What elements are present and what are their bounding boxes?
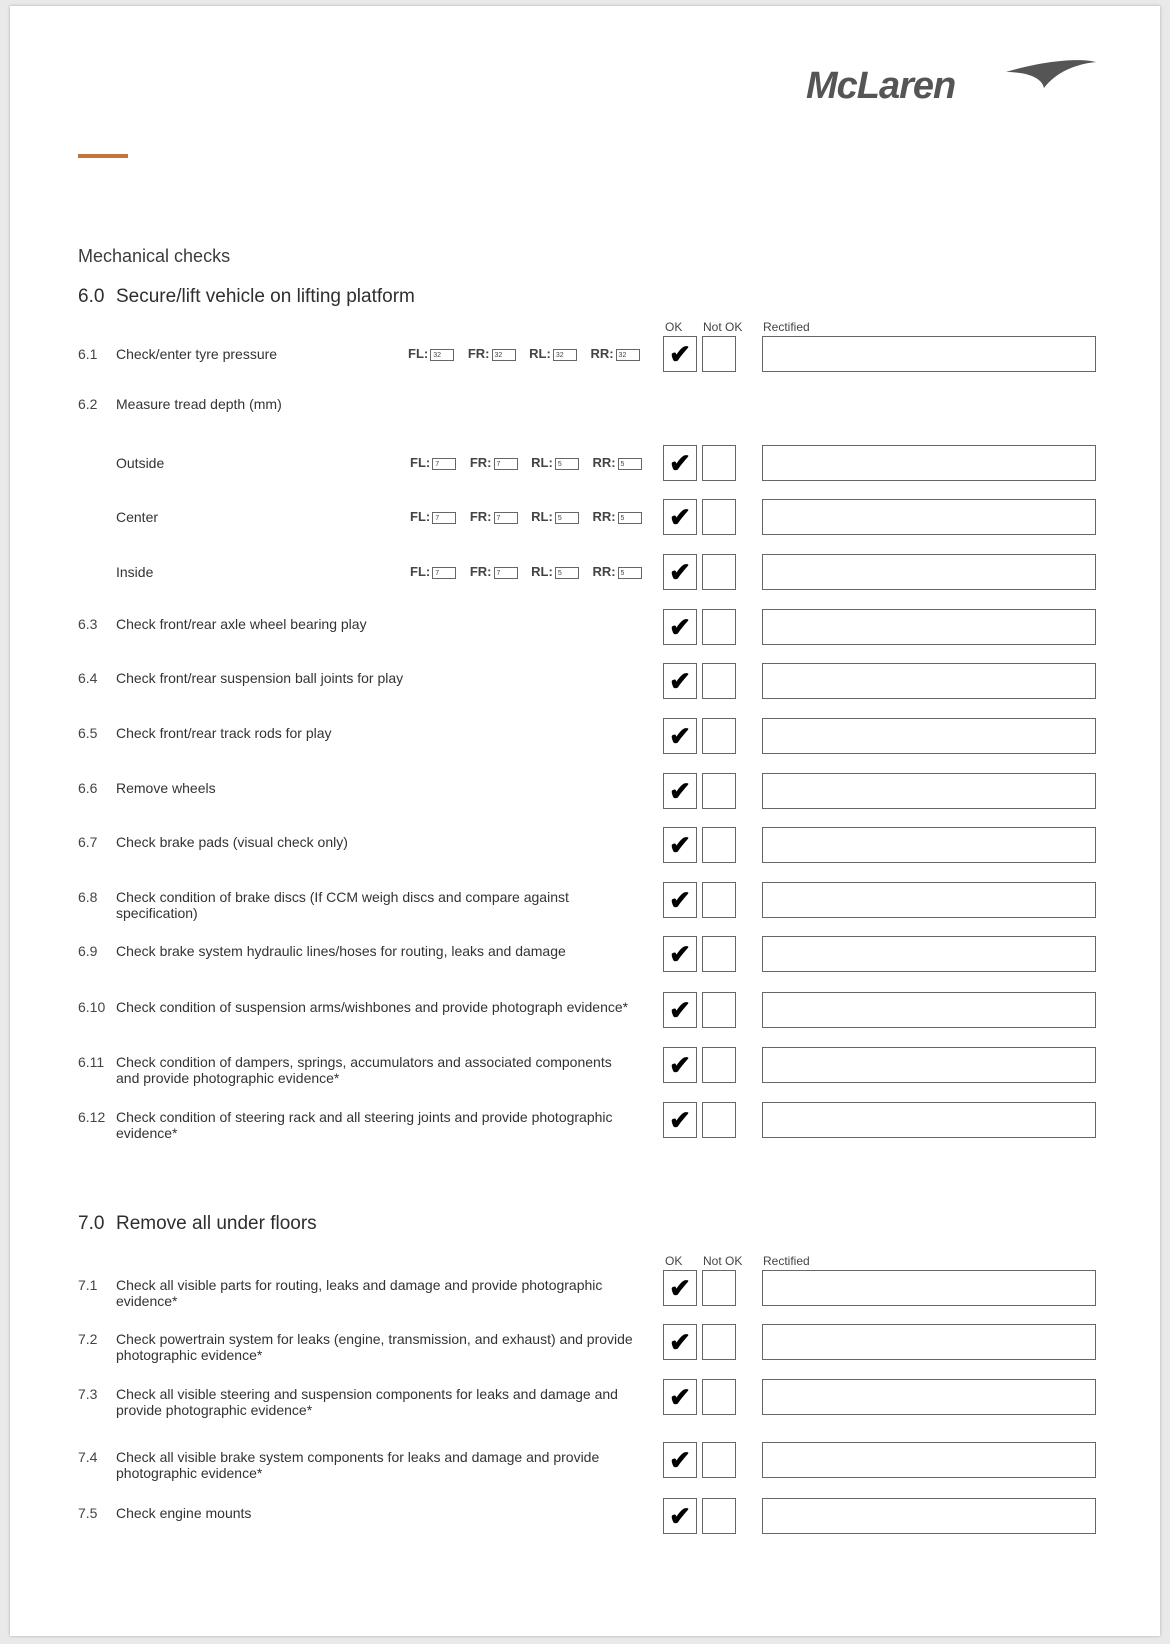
rr-label: RR: [590, 346, 614, 361]
col-notok-header: Not OK [703, 320, 743, 334]
item-number: 6.7 [78, 834, 98, 850]
mclaren-logo [806, 58, 1096, 106]
not-ok-checkbox[interactable] [702, 499, 736, 535]
item-number: 6.11 [78, 1054, 105, 1070]
check-row-6-6 [10, 773, 1160, 809]
ok-checkbox[interactable]: ✔ [663, 336, 697, 372]
rr-tread-field[interactable]: 5 [618, 567, 642, 579]
not-ok-checkbox[interactable] [702, 1102, 736, 1138]
rr-tread-field[interactable]: 5 [618, 512, 642, 524]
check-row-6-1 [10, 336, 1160, 372]
fl-tread-field[interactable]: 7 [432, 458, 456, 470]
tread-row-inside [10, 554, 1160, 590]
fl-label: FL: [410, 564, 431, 579]
tyre-pressure-fields [408, 346, 650, 361]
svg-text:McLaren: McLaren [806, 65, 956, 106]
item-label: Check front/rear axle wheel bearing play [116, 616, 367, 632]
fl-tread-field[interactable]: 7 [432, 512, 456, 524]
rectified-field[interactable] [762, 882, 1096, 918]
check-row-6-11 [10, 1047, 1160, 1086]
rectified-field[interactable] [762, 554, 1096, 590]
document-page [10, 6, 1160, 1636]
not-ok-checkbox[interactable] [702, 1379, 736, 1415]
not-ok-checkbox[interactable] [702, 1442, 736, 1478]
ok-checkbox[interactable]: ✔ [663, 445, 697, 481]
check-row-6-2 [10, 396, 1160, 432]
fl-label: FL: [410, 509, 431, 524]
rr-pressure-field[interactable]: 32 [616, 349, 640, 361]
col-rectified-header: Rectified [763, 1254, 810, 1268]
check-row-7-4 [10, 1442, 1160, 1481]
check-row-6-8 [10, 882, 1160, 921]
item-label: Check all visible parts for routing, leaks and damage and provide photographic evidence* [116, 1277, 603, 1309]
item-label: Check/enter tyre pressure [116, 346, 278, 362]
item-number: 7.5 [78, 1505, 98, 1521]
ok-checkbox[interactable]: ✔ [663, 773, 697, 809]
rectified-field[interactable] [762, 1442, 1096, 1478]
fr-tread-field[interactable]: 7 [494, 512, 518, 524]
check-row-6-3 [10, 609, 1160, 645]
not-ok-checkbox[interactable] [702, 936, 736, 972]
fr-tread-field[interactable]: 7 [494, 458, 518, 470]
col-ok-header: OK [665, 320, 683, 334]
item-label: Check front/rear suspension ball joints for play [116, 670, 404, 686]
col-ok-header: OK [665, 1254, 683, 1268]
item-label: Check all visible brake system components for leaks and damage and provide photographic evidence* [116, 1449, 600, 1481]
item-label: Measure tread depth (mm) [116, 396, 282, 412]
not-ok-checkbox[interactable] [702, 336, 736, 372]
item-label: Check condition of steering rack and all steering joints and provide photographic evidence* [116, 1109, 613, 1141]
check-row-6-10 [10, 992, 1160, 1028]
ok-checkbox[interactable]: ✔ [663, 718, 697, 754]
fl-label: FL: [408, 346, 429, 361]
rectified-field[interactable] [762, 1102, 1096, 1138]
rectified-field[interactable] [762, 609, 1096, 645]
ok-checkbox[interactable]: ✔ [663, 1324, 697, 1360]
rectified-field[interactable] [762, 1047, 1096, 1083]
rectified-field[interactable] [762, 1379, 1096, 1415]
item-label: Check front/rear track rods for play [116, 725, 332, 741]
fl-pressure-field[interactable]: 32 [430, 349, 454, 361]
item-number: 6.4 [78, 670, 98, 686]
not-ok-checkbox[interactable] [702, 992, 736, 1028]
fl-label: FL: [410, 455, 431, 470]
item-number: 7.4 [78, 1449, 98, 1465]
item-number: 6.6 [78, 780, 98, 796]
not-ok-checkbox[interactable] [702, 1324, 736, 1360]
not-ok-checkbox[interactable] [702, 827, 736, 863]
ok-checkbox[interactable]: ✔ [663, 1498, 697, 1534]
section-7-title-text: Remove all under floors [116, 1213, 317, 1234]
item-label: Remove wheels [116, 780, 216, 796]
not-ok-checkbox[interactable] [702, 445, 736, 481]
fr-label: FR: [469, 564, 492, 579]
section-6-number: 6.0 [78, 286, 105, 307]
fr-label: FR: [467, 346, 490, 361]
not-ok-checkbox[interactable] [702, 1047, 736, 1083]
check-row-7-5 [10, 1498, 1160, 1534]
rectified-field[interactable] [762, 718, 1096, 754]
item-label: Check powertrain system for leaks (engine, transmission, and exhaust) and provide photographic evidence* [116, 1331, 633, 1363]
item-label: Check condition of suspension arms/wishbones and provide photograph evidence* [116, 999, 629, 1015]
ok-checkbox[interactable]: ✔ [663, 499, 697, 535]
accent-bar [78, 154, 128, 158]
fr-tread-field[interactable]: 7 [494, 567, 518, 579]
fr-label: FR: [469, 455, 492, 470]
tread-row-outside [10, 445, 1160, 481]
section-6-title-text: Secure/lift vehicle on lifting platform [116, 286, 415, 307]
item-number: 6.9 [78, 943, 98, 959]
ok-checkbox[interactable]: ✔ [663, 1047, 697, 1083]
col-notok-header: Not OK [703, 1254, 743, 1268]
check-row-6-5 [10, 718, 1160, 754]
rl-tread-field[interactable]: 5 [555, 458, 579, 470]
fl-tread-field[interactable]: 7 [432, 567, 456, 579]
section-6-title [78, 286, 415, 308]
rl-label: RL: [529, 346, 551, 361]
check-row-7-1 [10, 1270, 1160, 1309]
rectified-field[interactable] [762, 499, 1096, 535]
rl-pressure-field[interactable]: 32 [553, 349, 577, 361]
section-heading: Mechanical checks [78, 246, 231, 266]
ok-checkbox[interactable]: ✔ [663, 992, 697, 1028]
rectified-field[interactable] [762, 663, 1096, 699]
rl-tread-field[interactable]: 5 [555, 567, 579, 579]
not-ok-checkbox[interactable] [702, 554, 736, 590]
ok-checkbox[interactable]: ✔ [663, 1442, 697, 1478]
item-label: Check brake system hydraulic lines/hoses for routing, leaks and damage [116, 943, 566, 959]
rectified-field[interactable] [762, 936, 1096, 972]
not-ok-checkbox[interactable] [702, 773, 736, 809]
rectified-field[interactable] [762, 1498, 1096, 1534]
rectified-field[interactable] [762, 1324, 1096, 1360]
rl-tread-field[interactable]: 5 [555, 512, 579, 524]
rr-label: RR: [592, 455, 616, 470]
rectified-field[interactable] [762, 1270, 1096, 1306]
rectified-field[interactable] [762, 992, 1096, 1028]
ok-checkbox[interactable]: ✔ [663, 1379, 697, 1415]
fr-label: FR: [469, 509, 492, 524]
col-rectified-header: Rectified [763, 320, 810, 334]
ok-checkbox[interactable]: ✔ [663, 663, 697, 699]
rl-label: RL: [531, 455, 553, 470]
item-number: 6.12 [78, 1109, 106, 1125]
item-number: 6.10 [78, 999, 106, 1015]
not-ok-checkbox[interactable] [702, 882, 736, 918]
tread-fields-outside [410, 455, 652, 470]
rr-label: RR: [592, 509, 616, 524]
rectified-field[interactable] [762, 445, 1096, 481]
not-ok-checkbox[interactable] [702, 1498, 736, 1534]
item-number: 6.5 [78, 725, 98, 741]
tread-row-center [10, 499, 1160, 535]
fr-pressure-field[interactable]: 32 [492, 349, 516, 361]
not-ok-checkbox[interactable] [702, 1270, 736, 1306]
ok-checkbox[interactable]: ✔ [663, 882, 697, 918]
rl-label: RL: [531, 509, 553, 524]
ok-checkbox[interactable]: ✔ [663, 609, 697, 645]
rr-tread-field[interactable]: 5 [618, 458, 642, 470]
ok-checkbox[interactable]: ✔ [663, 827, 697, 863]
rr-label: RR: [592, 564, 616, 579]
item-label: Check all visible steering and suspension components for leaks and damage and provide photographic evidence* [116, 1386, 618, 1418]
item-label: Check brake pads (visual check only) [116, 834, 348, 850]
item-number: 7.1 [78, 1277, 98, 1293]
check-row-6-9 [10, 936, 1160, 972]
tread-position-label: Outside [116, 455, 165, 471]
check-row-7-3 [10, 1379, 1160, 1418]
tread-fields-center [410, 509, 652, 524]
section-7-number: 7.0 [78, 1213, 105, 1234]
rl-label: RL: [531, 564, 553, 579]
not-ok-checkbox[interactable] [702, 663, 736, 699]
tread-fields-inside [410, 564, 652, 579]
item-label: Check condition of dampers, springs, accumulators and associated components and provide photographic evidence* [116, 1054, 612, 1086]
item-number: 6.1 [78, 346, 98, 362]
section-7-title [78, 1213, 317, 1235]
item-number: 6.3 [78, 616, 98, 632]
ok-checkbox[interactable]: ✔ [663, 936, 697, 972]
not-ok-checkbox[interactable] [702, 609, 736, 645]
item-label: Check condition of brake discs (If CCM weigh discs and compare against specification) [116, 889, 569, 921]
rectified-field[interactable] [762, 827, 1096, 863]
check-row-6-7 [10, 827, 1160, 863]
item-number: 6.8 [78, 889, 98, 905]
check-row-7-2 [10, 1324, 1160, 1363]
tread-position-label: Inside [116, 564, 154, 580]
tread-position-label: Center [116, 509, 159, 525]
not-ok-checkbox[interactable] [702, 718, 736, 754]
item-label: Check engine mounts [116, 1505, 252, 1521]
check-row-6-4 [10, 663, 1160, 699]
ok-checkbox[interactable]: ✔ [663, 554, 697, 590]
rectified-field[interactable] [762, 336, 1096, 372]
item-number: 7.3 [78, 1386, 98, 1402]
rectified-field[interactable] [762, 773, 1096, 809]
item-number: 6.2 [78, 396, 98, 412]
ok-checkbox[interactable]: ✔ [663, 1270, 697, 1306]
item-number: 7.2 [78, 1331, 98, 1347]
ok-checkbox[interactable]: ✔ [663, 1102, 697, 1138]
check-row-6-12 [10, 1102, 1160, 1141]
